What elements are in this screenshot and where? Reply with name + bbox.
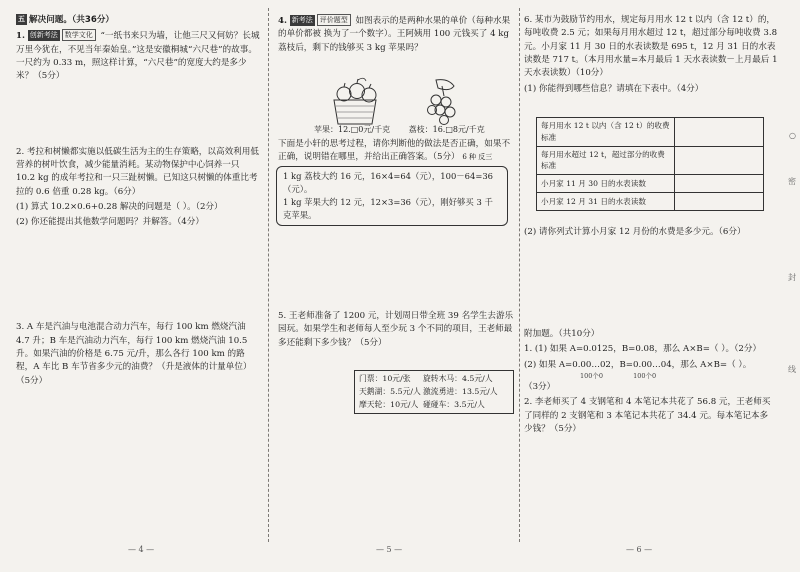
q4-text: 如图表示的是两种水果的单价（每种水果的单价都被 换为了一个数字）。王阿姨用 100 元钱买了 4 kg 荔枝后，剩下的钱够买 3 kg 苹果吗？ [278,16,511,53]
margin-seal-char: 封 [788,273,796,282]
q1-tag: 创新考法 [29,31,58,40]
ticket-cell: 摩天轮：10元/人 [359,400,419,410]
q4-tag: 新考法 [291,16,313,24]
apple-basket-icon [334,78,376,124]
ticket-cell: 门票：10元/张 [359,374,411,383]
fruit-illustration [324,76,484,128]
column-left [16,14,261,390]
ticket-price-box [354,370,514,414]
column-divider [519,8,520,542]
q3-text: 3. A 车是汽油与电池混合动力汽车，每行 100 km 燃烧汽油 4.7 升；B 车是汽油动力汽车，每行 100 km 燃烧汽油 10.5 升。如果汽油的价格是 6.75 元/升，那么各行 100 km 的路程，A 车比 B 车节省多少元的油费？（升是液体的计量单位）（5分） [16,322,252,386]
table-cell-label: 小月家 12 月 31 日的水表读数 [537,193,675,211]
lychee-bunch-icon [428,80,456,125]
q2-sub1: (1) 算式 10.2×0.6+0.28 解决的问题是（ ）。（2分） [16,201,223,212]
bonus-q1-score: （3分） [524,382,556,392]
table-row [537,118,764,147]
bonus-q2: 2. 李老师买了 4 支钢笔和 4 本笔记本共花了 56.8 元，王老师买了同样的 2 支钢笔和 3 本笔记本共花了 34.4 元。每本笔记本多少钱？（5分） [524,397,771,434]
column-right [524,14,778,434]
table-row [537,146,764,175]
question-1: 1. 创新考法 数学文化 “一纸书来只为墙，让他三尺又何妨？长城万里今犹在，不见当年秦始皇。”这是安徽桐城“六尺巷”的故事。一尺约为 0.33 m，照这样计算，“六尺巷”的宽度大约是多少米？（5分） [16,31,260,82]
section-header [16,14,261,27]
table-cell-label: 每月用水超过 12 t，超过部分的收费标准 [537,146,675,175]
thinking-box [276,166,508,226]
water-fee-table [536,117,764,211]
margin-circle: ○ [789,131,796,140]
ticket-cell: 碰碰车：3.5元/人 [423,400,485,410]
q5-text: 5. 王老师准备了 1200 元，计划周日带全班 39 名学生去游乐园玩。如果学生和老师每人至少玩 3 个不同的项目，王老师最多还能剩下多少钱？（5分） [278,311,514,348]
answer-cell[interactable] [675,175,764,193]
box-line-1: 1 kg 荔枝大约 16 元，16×4=64（元），100－64=36（元）。 [283,171,493,195]
question-5 [278,310,514,350]
margin-seal-char: 密 [788,177,796,186]
q6-text: 6. 某市为鼓励节约用水，规定每月用水 12 t 以内（含 12 t）的，每吨收费 2.5 元；如果每月用水超过 12 t，超过部分每吨收费 3.8 元。小月家 11 月 30 日的水表读数是 695 t，12 月 31 日的水表读数是 717 t。（本月用水量=本月最后 1 天水表读数－上月最后 1 天水表读数）（10分） [524,15,778,79]
bonus-q1b: (2) 如果 A=0.00…02，B=0.00…04，那么 A×B=（ ）。 [524,359,752,370]
bonus-title: 附加题。（共10分） [524,329,600,339]
q6-sub1: (1) 你能得到哪些信息？请填在下表中。（4分） [524,83,704,94]
section-title: 解决问题。（共36分） [29,15,115,25]
column-middle [276,14,516,410]
question-4: 4. 新考法 评价题型 如图表示的是两种水果的单价（每种水果的单价都被 换为了一个数字）。王阿姨用 100 元钱买了 4 kg 荔枝后，剩下的钱够买 3 kg 苹果吗？ [278,16,511,53]
table-cell-label: 每月用水 12 t 以内（含 12 t）的收费标准 [537,118,675,147]
q2-sub2: (2) 你还能提出其他数学问题吗？并解答。（4分） [16,217,204,228]
q1-text: “一纸书来只为墙，让他三尺又何妨？长城万里今犹在，不见当年秦始皇。”这是安徽桐城“六尺巷”的故事。一尺约为 0.33 m，照这样计算，“六尺巷”的宽度大约是多少米？（5分） [16,31,260,82]
ticket-cell: 天鹅湖：5.5元/人 [359,387,421,397]
q6-sub2: (2) 请你列式计算小月家 12 月份的水费是多少元。（6分） [524,227,746,237]
box-line-2: 1 kg 苹果大约 12 元，12×3=36（元），刚好够买 3 千克苹果。 [283,197,493,221]
page-number: — 5 — [376,545,403,554]
bonus-section [524,328,774,438]
q4-reasoning: 下面是小轩的思考过程，请你判断他的做法是否正确，如果不正确，说明错在哪里，并给出正确答案。（5分） 6 种 反三 [278,139,511,163]
q2-text: 2. 考拉和树懒都实施以低碳生活为主的生存策略，以高效利用低营养的树叶饮食，减少能量消耗。某动物保护中心饲养一只 10.2 kg 的成年考拉和一只三趾树懒。已知这只树懒的体重比考拉的 0.6 倍重 0.28 kg。（6分） [16,146,259,197]
ticket-cell: 激流勇进：13.5元/人 [423,387,498,397]
table-row [537,175,764,193]
fruit-prices [314,124,524,136]
question-6 [524,14,778,81]
q4-tag2: 评价题型 [317,14,351,26]
apple-price: 苹果：12.□0元/千克 [314,125,391,134]
page-number: — 4 — [128,545,155,554]
margin-seal-char: 线 [788,365,796,374]
q4-note: 6 种 反三 [462,153,493,162]
section-tag: 五 [18,15,25,23]
zero-count-labels: 100个0 100个0 [580,371,657,380]
question-3 [16,321,261,388]
ticket-cell: 旋转木马：4.5元/人 [423,374,493,383]
answer-cell[interactable] [675,146,764,175]
page-number: — 6 — [626,545,653,554]
q1-tag2: 数学文化 [62,29,96,41]
question-2 [16,146,261,199]
answer-cell[interactable] [675,118,764,147]
table-row [537,193,764,211]
bonus-q1a: 1. (1) 如果 A=0.0125，B=0.08，那么 A×B=（ ）。（2分） [524,344,762,355]
lychee-price: 荔枝：16.□8元/千克 [408,125,485,134]
column-divider [268,8,269,542]
answer-cell[interactable] [675,193,764,211]
table-cell-label: 小月家 11 月 30 日的水表读数 [537,175,675,193]
